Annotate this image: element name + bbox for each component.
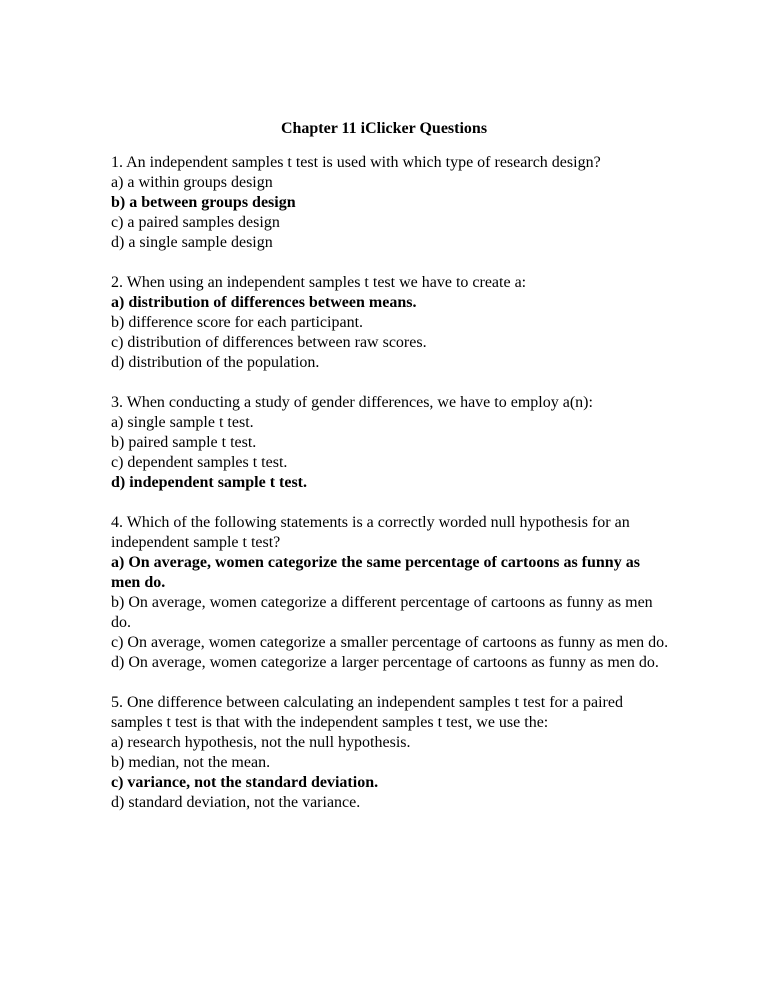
answer-option: c) a paired samples design — [111, 214, 280, 231]
question-stem: 1. An independent samples t test is used with which type of research design? — [111, 154, 601, 171]
answer-option-correct: d) independent sample t test. — [111, 474, 308, 491]
question-list — [111, 153, 671, 833]
question-2 — [111, 273, 671, 373]
question-3 — [111, 393, 671, 493]
question-4 — [111, 513, 671, 673]
answer-option: b) difference score for each participant. — [111, 314, 364, 331]
answer-option-correct: b) a between groups design — [111, 194, 296, 211]
answer-option: d) On average, women categorize a larger percentage of cartoons as funny as men do. — [111, 654, 659, 671]
answer-option: b) paired sample t test. — [111, 434, 257, 451]
answer-option: c) distribution of differences between raw scores. — [111, 334, 427, 351]
answer-option: d) standard deviation, not the variance. — [111, 794, 361, 811]
answer-option: c) On average, women categorize a smaller percentage of cartoons as funny as men do. — [111, 634, 669, 651]
question-stem: 4. Which of the following statements is a correctly worded null hypothesis for an independent sample t test? — [111, 514, 630, 551]
answer-option: b) median, not the mean. — [111, 754, 271, 771]
answer-option: b) On average, women categorize a different percentage of cartoons as funny as men do. — [111, 594, 653, 631]
answer-option: a) single sample t test. — [111, 414, 254, 431]
answer-option: d) a single sample design — [111, 234, 273, 251]
answer-option: a) a within groups design — [111, 174, 273, 191]
question-stem: 3. When conducting a study of gender differences, we have to employ a(n): — [111, 394, 593, 411]
question-5 — [111, 693, 671, 813]
document-title: Chapter 11 iClicker Questions — [280, 120, 488, 137]
question-1 — [111, 153, 671, 253]
answer-option-correct: c) variance, not the standard deviation. — [111, 774, 379, 791]
question-stem: 5. One difference between calculating an independent samples t test for a paired samples t test is that with the independent samples t test, we use the: — [111, 694, 623, 731]
answer-option: c) dependent samples t test. — [111, 454, 288, 471]
question-stem: 2. When using an independent samples t test we have to create a: — [111, 274, 527, 291]
answer-option: a) research hypothesis, not the null hypothesis. — [111, 734, 411, 751]
answer-option-correct: a) distribution of differences between means. — [111, 294, 417, 311]
answer-option-correct: a) On average, women categorize the same percentage of cartoons as funny as men do. — [111, 554, 640, 591]
answer-option: d) distribution of the population. — [111, 354, 320, 371]
